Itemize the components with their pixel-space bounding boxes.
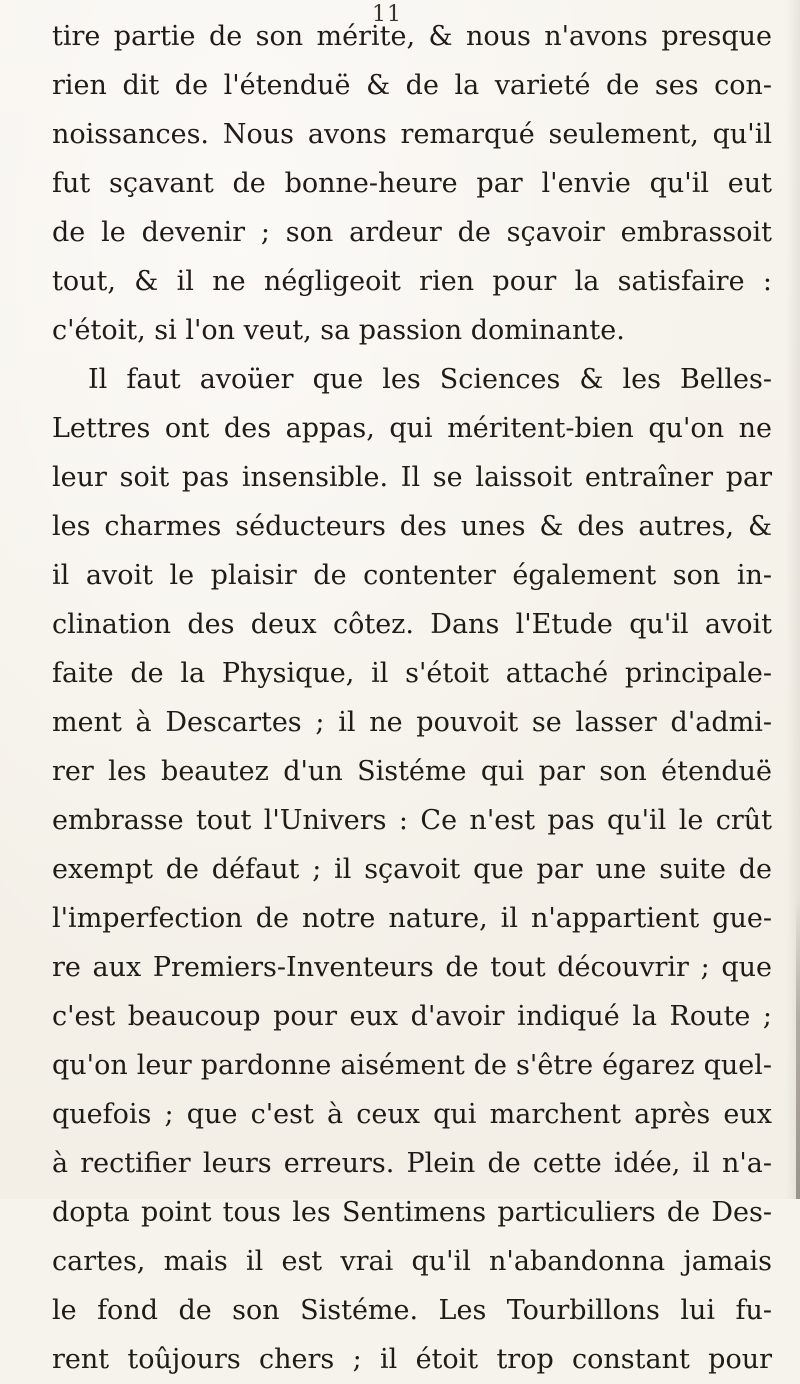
text-line: leur soit pas insensible. Il se laissoit entraîner par xyxy=(52,462,772,493)
text-line: le fond de son Sistéme. Les Tourbillons lui fu- xyxy=(52,1295,772,1326)
text-line: rent toûjours chers ; il étoit trop constant pour xyxy=(52,1344,772,1375)
text-line: c'étoit, si l'on veut, sa passion dominante. xyxy=(52,315,625,346)
text-line: fut sçavant de bonne-heure par l'envie qu'il eut xyxy=(52,168,772,199)
text-line: c'est beaucoup pour eux d'avoir indiqué la Route ; xyxy=(52,1001,772,1032)
text-line: Lettres ont des appas, qui méritent-bien qu'on ne xyxy=(52,413,772,444)
text-line: de le devenir ; son ardeur de sçavoir embrassoit xyxy=(52,217,772,248)
text-line: faite de la Physique, il s'étoit attaché principale- xyxy=(52,658,772,689)
text-line: tire partie de son mérite, & nous n'avons presque xyxy=(52,21,772,52)
text-line: tout, & il ne négligeoit rien pour la satisfaire : xyxy=(52,266,772,297)
text-line: noissances. Nous avons remarqué seulement, qu'il xyxy=(52,119,772,150)
text-line: re aux Premiers-Inventeurs de tout découvrir ; que xyxy=(52,952,772,983)
text-line: dopta point tous les Sentimens particuliers de Des- xyxy=(52,1197,772,1228)
text-line: rer les beautez d'un Sistéme qui par son étenduë xyxy=(52,756,772,787)
page-number: 11 xyxy=(372,2,402,27)
body-text xyxy=(52,12,772,1384)
text-line: les charmes séducteurs des unes & des autres, & xyxy=(52,511,772,542)
text-line: quefois ; que c'est à ceux qui marchent après eux xyxy=(52,1099,772,1130)
text-line: exempt de défaut ; il sçavoit que par une suite de xyxy=(52,854,772,885)
text-line: embrasse tout l'Univers : Ce n'est pas qu'il le crût xyxy=(52,805,772,836)
text-line: il avoit le plaisir de contenter également son in- xyxy=(52,560,772,591)
text-line: clination des deux côtez. Dans l'Etude qu'il avoit xyxy=(52,609,772,640)
text-line: l'imperfection de notre nature, il n'appartient gue- xyxy=(52,903,772,934)
text-line: cartes, mais il est vrai qu'il n'abandonna jamais xyxy=(52,1246,772,1277)
text-line: rien dit de l'étenduë & de la varieté de ses con- xyxy=(52,70,772,101)
paragraph-first-line: Il faut avoüer que les Sciences & les Belles- xyxy=(88,364,772,395)
text-line: à rectifier leurs erreurs. Plein de cette idée, il n'a- xyxy=(52,1148,772,1179)
page-edge-binding xyxy=(796,900,800,1199)
text-line: ment à Descartes ; il ne pouvoit se lasser d'admi- xyxy=(52,707,772,738)
text-line: qu'on leur pardonne aisément de s'être égarez quel- xyxy=(52,1050,772,1081)
